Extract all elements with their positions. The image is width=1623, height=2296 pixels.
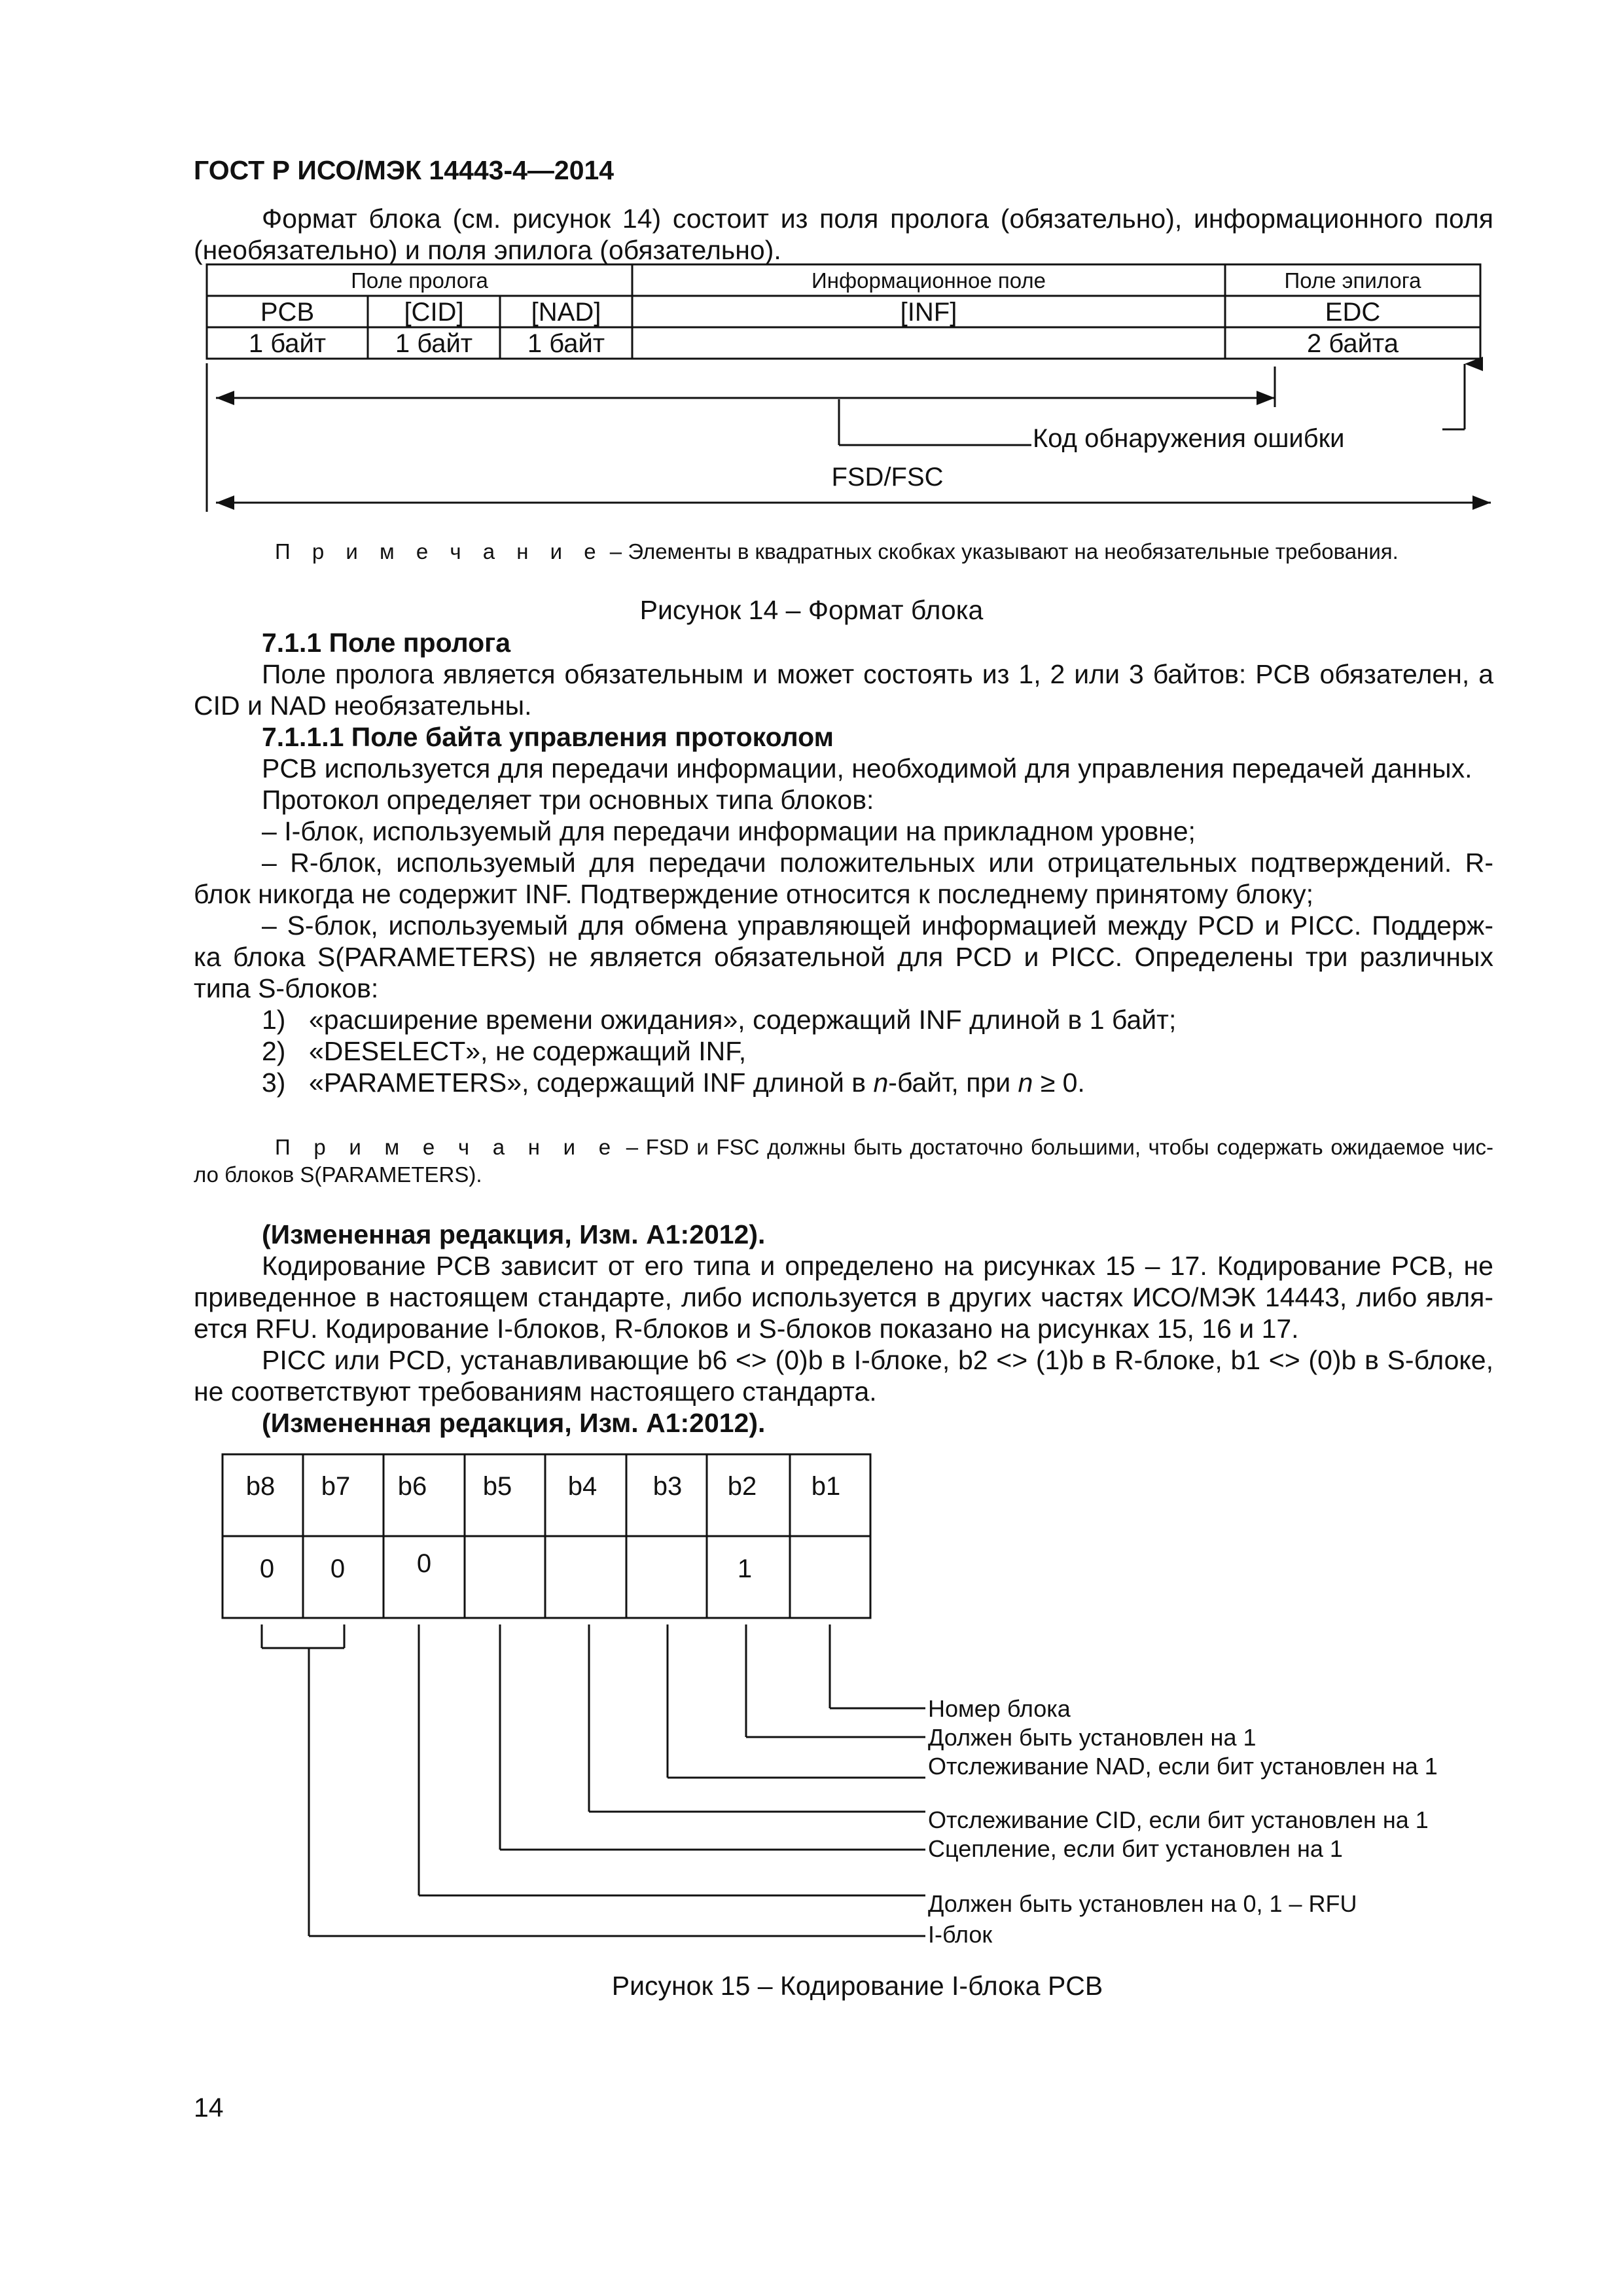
fig14-header-epilogue: Поле эпилога bbox=[1284, 268, 1421, 293]
fig14-header-info: Информационное поле bbox=[812, 268, 1046, 293]
fig14-note-text: – Элементы в квадратных скобках указывают на необязательные требования. bbox=[603, 539, 1399, 564]
fig14-error-label: Код обнаружения ошибки bbox=[1033, 424, 1345, 453]
list-item-3-number: 3) bbox=[262, 1067, 286, 1098]
fig14-note-word: П р и м е ч а н и е bbox=[275, 539, 604, 564]
s-block-line-2: ка блока S(PARAMETERS) не является обязательной для PCD и PICC. Определены три различных bbox=[194, 942, 1493, 972]
fig15-label-b2: Должен быть установлен на 1 bbox=[928, 1724, 1257, 1751]
fig15-label-b4: Отслеживание CID, если бит установлен на 1 bbox=[928, 1806, 1429, 1833]
fig15-value-b8: 0 bbox=[259, 1554, 275, 1583]
fig15-bit-b2: b2 bbox=[727, 1472, 757, 1501]
coding-line-2: приведенное в настоящем стандарте, либо используется в других частях ИСО/МЭК 14443, либо явля- bbox=[194, 1282, 1493, 1312]
fig14-cell-cid: [CID] bbox=[404, 298, 464, 327]
coding-line-3: ется RFU. Кодирование I-блоков, R-блоков и S-блоков показано на рисунках 15, 16 и 17. bbox=[194, 1314, 1299, 1344]
fig15-bit-b4: b4 bbox=[567, 1472, 597, 1501]
fig15-bit-b1: b1 bbox=[811, 1472, 841, 1501]
list-item-2: «DESELECT», не содержащий INF, bbox=[309, 1036, 747, 1066]
fig14-cell-edc: EDC bbox=[1325, 298, 1381, 327]
fsd-note-word: П р и м е ч а н и е bbox=[275, 1135, 619, 1159]
fsd-note-text: – FSD и FSC должны быть достаточно большими, чтобы содержать ожидаемое чис- bbox=[618, 1135, 1494, 1159]
section-7-1-1-line-1: Поле пролога является обязательным и может состоять из 1, 2 или 3 байтов: PCB обязателен, а bbox=[262, 659, 1493, 689]
list-item-1-number: 1) bbox=[262, 1005, 286, 1035]
section-7-1-1-heading: 7.1.1 Поле пролога bbox=[262, 628, 511, 658]
section-7-1-1-line-2: CID и NAD необязательны. bbox=[194, 691, 532, 721]
fig14-cell-nad: [NAD] bbox=[531, 298, 601, 327]
i-block-item: – I-блок, используемый для передачи информации на прикладном уровне; bbox=[262, 816, 1196, 846]
s-block-line-3: типа S-блоков: bbox=[194, 973, 379, 1003]
fig15-bit-b7: b7 bbox=[321, 1472, 351, 1501]
list-item-3-n: n bbox=[873, 1067, 889, 1098]
fig14-cell-cid-size: 1 байт bbox=[395, 329, 473, 358]
page-number: 14 bbox=[194, 2092, 224, 2123]
fig14-cell-edc-size: 2 байта bbox=[1306, 329, 1399, 358]
pcb-paragraph: PCB используется для передачи информации, необходимой для управления передачей данных. bbox=[262, 753, 1472, 783]
list-item-3-text-c: ≥ 0. bbox=[1033, 1067, 1085, 1098]
picc-line-2: не соответствуют требованиям настоящего стандарта. bbox=[194, 1376, 877, 1407]
amendment-1: (Измененная редакция, Изм. А1:2012). bbox=[262, 1219, 766, 1249]
fig15-bit-b6: b6 bbox=[397, 1472, 427, 1501]
r-block-line-1: – R-блок, используемый для передачи положительных или отрицательных подтверждений. R- bbox=[262, 848, 1493, 878]
fig15-value-b6: 0 bbox=[416, 1549, 432, 1578]
list-item-3-text-b: -байт, при bbox=[888, 1067, 1018, 1098]
fig15-label-b1: Номер блока bbox=[928, 1695, 1071, 1722]
r-block-line-2: блок никогда не содержит INF. Подтверждение относится к последнему принятому блоку; bbox=[194, 879, 1314, 909]
fig15-bit-b5: b5 bbox=[482, 1472, 512, 1501]
list-item-1: «расширение времени ожидания», содержащий INF длиной в 1 байт; bbox=[309, 1005, 1177, 1035]
protocol-paragraph: Протокол определяет три основных типа блоков: bbox=[262, 785, 874, 815]
list-item-3-text-a: «PARAMETERS», содержащий INF длиной в bbox=[309, 1067, 874, 1098]
fig14-fsd-label: FSD/FSC bbox=[831, 463, 944, 492]
fsd-note-line-2: ло блоков S(PARAMETERS). bbox=[194, 1162, 482, 1187]
fig14-cell-nad-size: 1 байт bbox=[527, 329, 605, 358]
fig15-label-b3: Отслеживание NAD, если бит установлен на 1 bbox=[928, 1753, 1438, 1780]
fig15-label-b87: I-блок bbox=[928, 1921, 993, 1948]
intro-line-1: Формат блока (см. рисунок 14) состоит из поля пролога (обязательно), информационного поля bbox=[262, 204, 1493, 234]
fig14-cell-inf: [INF] bbox=[900, 298, 957, 327]
fig14-header-prologue: Поле пролога bbox=[351, 268, 488, 293]
fig14-cell-pcb-size: 1 байт bbox=[248, 329, 327, 358]
fig15-bit-b3: b3 bbox=[652, 1472, 683, 1501]
coding-line-1: Кодирование PCB зависит от его типа и определено на рисунках 15 – 17. Кодирование PCB, не bbox=[262, 1251, 1493, 1281]
intro-line-2: (необязательно) и поля эпилога (обязательно). bbox=[194, 235, 781, 265]
picc-line-1: PICC или PCD, устанавливающие b6 <> (0)b в I-блоке, b2 <> (1)b в R-блоке, b1 <> (0)b в S-блоке, bbox=[262, 1345, 1493, 1375]
fig14-cell-pcb: PCB bbox=[260, 298, 315, 327]
list-item-3-n2: n bbox=[1018, 1067, 1033, 1098]
fig14-caption: Рисунок 14 – Формат блока bbox=[639, 595, 984, 625]
list-item-2-number: 2) bbox=[262, 1036, 286, 1066]
section-7-1-1-1-heading: 7.1.1.1 Поле байта управления протоколом bbox=[262, 722, 834, 752]
fig15-label-b5: Сцепление, если бит установлен на 1 bbox=[928, 1835, 1343, 1862]
document-header: ГОСТ Р ИСО/МЭК 14443-4—2014 bbox=[194, 155, 615, 185]
s-block-line-1: – S-блок, используемый для обмена управляющей информацией между PCD и PICC. Поддерж- bbox=[262, 910, 1493, 941]
fig15-label-b6: Должен быть установлен на 0, 1 – RFU bbox=[928, 1890, 1357, 1917]
fig15-bit-b8: b8 bbox=[245, 1472, 276, 1501]
amendment-2: (Измененная редакция, Изм. А1:2012). bbox=[262, 1408, 766, 1438]
fig15-value-b2: 1 bbox=[737, 1554, 753, 1583]
fig15-caption: Рисунок 15 – Кодирование I-блока PCB bbox=[611, 1971, 1103, 2001]
fig15-value-b7: 0 bbox=[330, 1554, 346, 1583]
